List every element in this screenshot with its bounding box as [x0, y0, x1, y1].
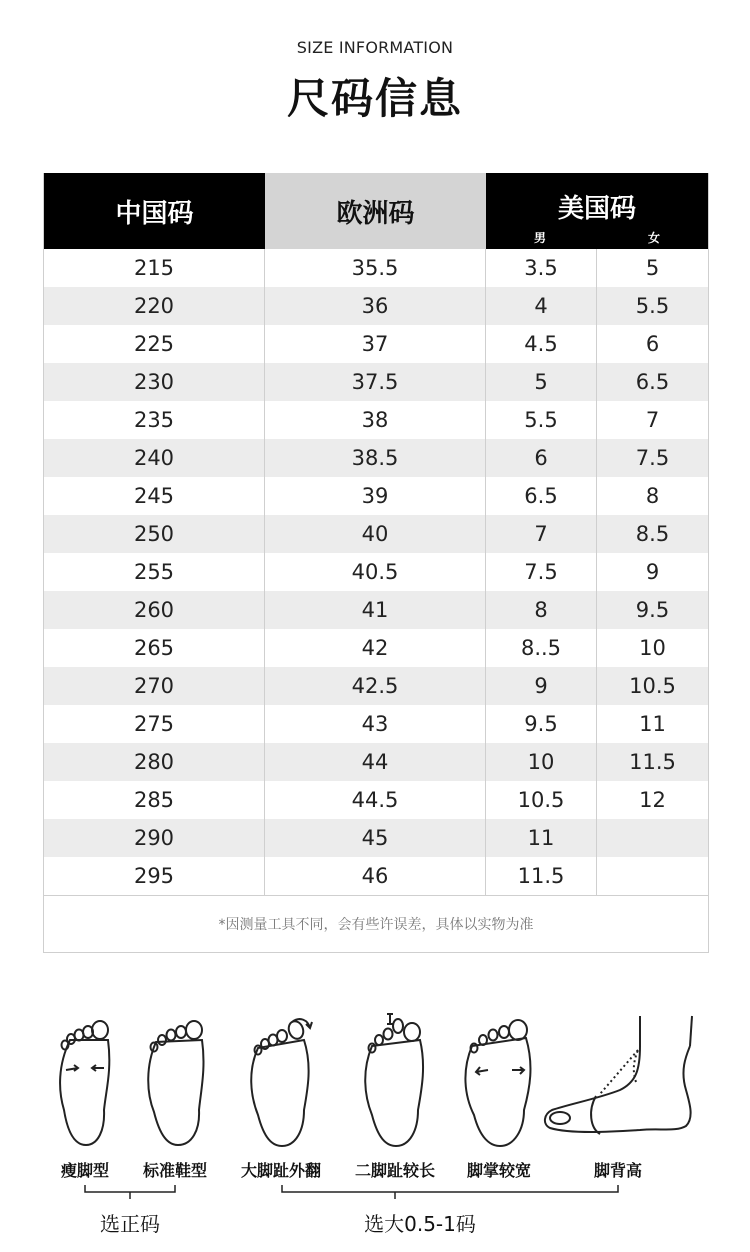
wide-foot-icon: [462, 1010, 538, 1150]
foot-label-0: 瘦脚型: [60, 1161, 109, 1180]
cell-eu: 42.5: [265, 667, 486, 705]
cell-us-men: 7: [486, 515, 597, 553]
cell-cn: 235: [44, 401, 265, 439]
group-label-larger: 选大0.5-1码: [364, 1212, 476, 1236]
cell-cn: 215: [44, 249, 265, 287]
table-header: [44, 173, 708, 249]
foot-label-3: 二脚趾较长: [354, 1161, 435, 1180]
cell-eu: 44.5: [265, 781, 486, 819]
size-table: [43, 173, 709, 953]
cell-us-men: 6.5: [486, 477, 597, 515]
cell-us-women: 10: [639, 636, 666, 660]
cell-us-men: 11.5: [486, 857, 597, 895]
cell-cn: 270: [44, 667, 265, 705]
cell-eu: 42: [265, 629, 486, 667]
column-header-us: [486, 173, 708, 249]
cell-eu: 40.5: [265, 553, 486, 591]
column-header-us-men: 男: [534, 231, 547, 245]
high-instep-foot-icon: [540, 1010, 700, 1150]
cell-cn: 290: [44, 819, 265, 857]
cell-eu: 46: [265, 857, 486, 895]
cell-eu: 39: [265, 477, 486, 515]
bunion-foot-icon: [246, 1010, 318, 1150]
table-row: [44, 553, 708, 591]
cell-cn: 225: [44, 325, 265, 363]
table-row: [44, 743, 708, 781]
cell-us-men: 5.5: [486, 401, 597, 439]
foot-label-4: 脚掌较宽: [466, 1161, 531, 1180]
cell-us-men: 9: [486, 667, 597, 705]
table-row: [44, 667, 708, 705]
standard-foot-icon: [142, 1010, 212, 1150]
table-body: [44, 249, 708, 895]
cell-eu: 36: [265, 287, 486, 325]
table-row: [44, 287, 708, 325]
page-title: 尺码信息: [286, 74, 463, 123]
cell-us-men: 10: [486, 743, 597, 781]
cell-us-men: 4: [486, 287, 597, 325]
foot-label-5: 脚背高: [593, 1161, 642, 1180]
table-note: *因测量工具不同，会有些许误差，具体以实物为准: [44, 895, 708, 952]
table-row: [44, 781, 708, 819]
table-row: [44, 705, 708, 743]
cell-eu: 44: [265, 743, 486, 781]
cell-us-men: 9.5: [486, 705, 597, 743]
cell-us-women: 10.5: [629, 674, 676, 698]
cell-cn: 230: [44, 363, 265, 401]
cell-eu: 35.5: [265, 249, 486, 287]
cell-eu: 40: [265, 515, 486, 553]
column-header-cn-label: 中国码: [115, 198, 194, 229]
column-header-eu-label: 欧洲码: [336, 198, 415, 229]
cell-us-men: 11: [486, 819, 597, 857]
foot-label-2: 大脚趾外翻: [240, 1161, 321, 1180]
table-row: [44, 363, 708, 401]
cell-cn: 245: [44, 477, 265, 515]
cell-us-women: 7: [645, 408, 660, 432]
cell-us-women: 12: [639, 788, 666, 812]
cell-eu: 37: [265, 325, 486, 363]
table-row: [44, 325, 708, 363]
cell-cn: 295: [44, 857, 265, 895]
cell-us-men: 4.5: [486, 325, 597, 363]
cell-us-women: 8.5: [635, 522, 670, 546]
cell-us-women: 6: [645, 332, 660, 356]
cell-cn: 260: [44, 591, 265, 629]
cell-cn: 220: [44, 287, 265, 325]
subtitle: SIZE INFORMATION: [296, 38, 454, 57]
cell-eu: 37.5: [265, 363, 486, 401]
narrow-foot-icon: [50, 1010, 120, 1150]
cell-us-men: 10.5: [486, 781, 597, 819]
cell-us-men: 7.5: [486, 553, 597, 591]
cell-eu: 43: [265, 705, 486, 743]
table-row: [44, 591, 708, 629]
column-header-eu: [265, 173, 486, 249]
cell-us-women: 6.5: [635, 370, 670, 394]
cell-us-women: [597, 857, 708, 895]
table-row: [44, 515, 708, 553]
table-row: [44, 477, 708, 515]
cell-eu: 45: [265, 819, 486, 857]
cell-eu: 38: [265, 401, 486, 439]
cell-us-women: 8: [645, 484, 660, 508]
cell-us-women: 7.5: [635, 446, 670, 470]
cell-us-men: 3.5: [486, 249, 597, 287]
table-row: [44, 401, 708, 439]
cell-cn: 255: [44, 553, 265, 591]
cell-us-men: 8: [486, 591, 597, 629]
cell-us-women: 5: [645, 256, 660, 280]
long-second-toe-foot-icon: [360, 1010, 432, 1150]
cell-us-men: 6: [486, 439, 597, 477]
table-row: [44, 857, 708, 895]
cell-us-men: 5: [486, 363, 597, 401]
group-label-normal: 选正码: [100, 1212, 160, 1236]
cell-eu: 38.5: [265, 439, 486, 477]
cell-cn: 285: [44, 781, 265, 819]
column-header-us-label: 美国码: [557, 193, 636, 224]
cell-cn: 280: [44, 743, 265, 781]
column-header-us-women: 女: [647, 231, 660, 245]
cell-us-men: 8..5: [486, 629, 597, 667]
cell-eu: 41: [265, 591, 486, 629]
foot-label-1: 标准鞋型: [142, 1161, 207, 1180]
table-row: [44, 819, 708, 857]
cell-us-women: 9: [645, 560, 660, 584]
column-header-cn: [44, 173, 265, 249]
cell-us-women: 11.5: [629, 750, 676, 774]
table-row: [44, 439, 708, 477]
cell-us-women: [597, 819, 708, 857]
cell-cn: 265: [44, 629, 265, 667]
table-row: [44, 629, 708, 667]
cell-us-women: 9.5: [635, 598, 670, 622]
table-row: [44, 249, 708, 287]
group-bracket: [0, 1183, 750, 1203]
cell-cn: 250: [44, 515, 265, 553]
cell-cn: 240: [44, 439, 265, 477]
cell-us-women: 5.5: [635, 294, 670, 318]
cell-cn: 275: [44, 705, 265, 743]
cell-us-women: 11: [639, 712, 666, 736]
